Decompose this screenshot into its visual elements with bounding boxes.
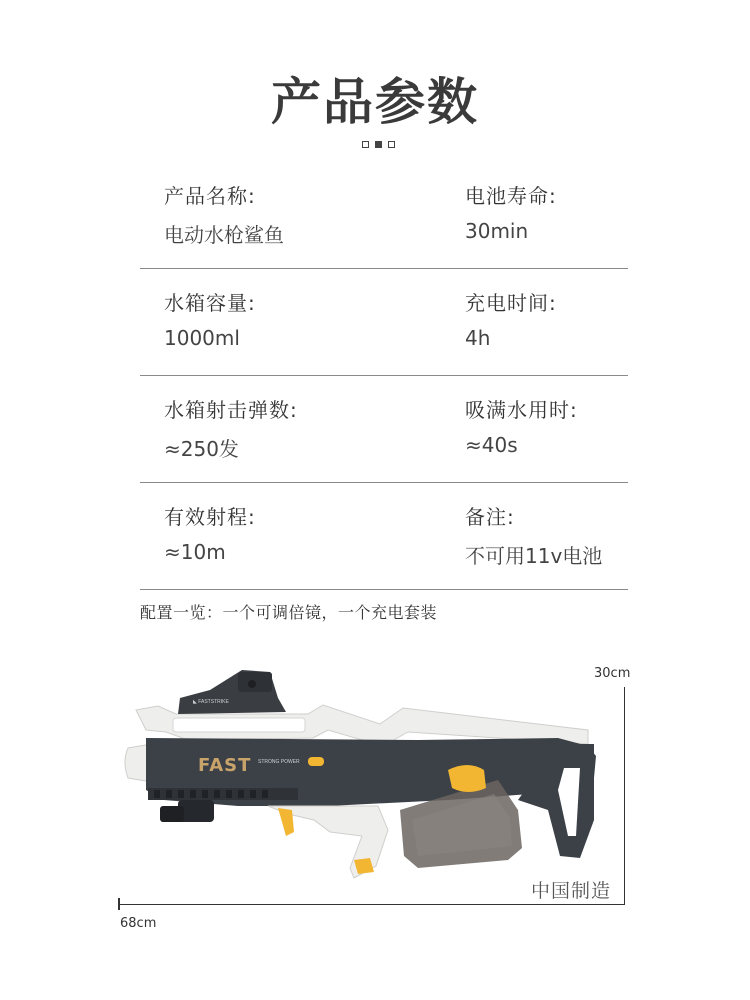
spec-value: 30min: [465, 219, 529, 243]
length-dimension-line: [118, 904, 624, 905]
spec-label: 电池寿命:: [465, 184, 557, 208]
spec-value: ≈40s: [465, 433, 518, 457]
brand-subtitle: STRONG POWER: [258, 759, 300, 765]
dot-indicator-active: [375, 141, 382, 148]
dot-indicator: [388, 141, 395, 148]
spec-value: 4h: [465, 326, 491, 350]
scope-brand-mark: ◣ FASTSTRIKE: [193, 699, 229, 705]
spec-label: 有效射程:: [164, 505, 256, 529]
spec-row: [140, 162, 628, 269]
origin-label: 中国制造: [531, 880, 612, 902]
spec-table: [140, 162, 628, 590]
brand-logo: FAST: [198, 755, 252, 776]
spec-label: 水箱射击弹数:: [164, 398, 298, 422]
spec-value: ≈250发: [164, 437, 239, 461]
config-summary: 配置一览：一个可调倍镜，一个充电套装: [140, 603, 438, 622]
spec-value: 电动水枪鲨鱼: [164, 223, 284, 247]
spec-label: 充电时间:: [465, 291, 557, 315]
length-dimension-label: 68cm: [120, 916, 157, 931]
spec-label: 备注:: [465, 505, 515, 529]
spec-label: 水箱容量:: [164, 291, 256, 315]
spec-value: 1000ml: [164, 326, 240, 350]
spec-row: [140, 376, 628, 483]
spec-value: ≈10m: [164, 540, 226, 564]
spec-value: 不可用11v电池: [465, 544, 603, 568]
spec-row: [140, 483, 628, 590]
height-dimension-line: [624, 687, 625, 905]
spec-label: 吸满水用时:: [465, 398, 578, 422]
spec-label: 产品名称:: [164, 184, 256, 208]
height-dimension-label: 30cm: [594, 666, 631, 681]
dot-indicator: [362, 141, 369, 148]
pagination-dots: [362, 141, 402, 151]
spec-row: [140, 269, 628, 376]
page-title: 产品参数: [271, 73, 479, 131]
